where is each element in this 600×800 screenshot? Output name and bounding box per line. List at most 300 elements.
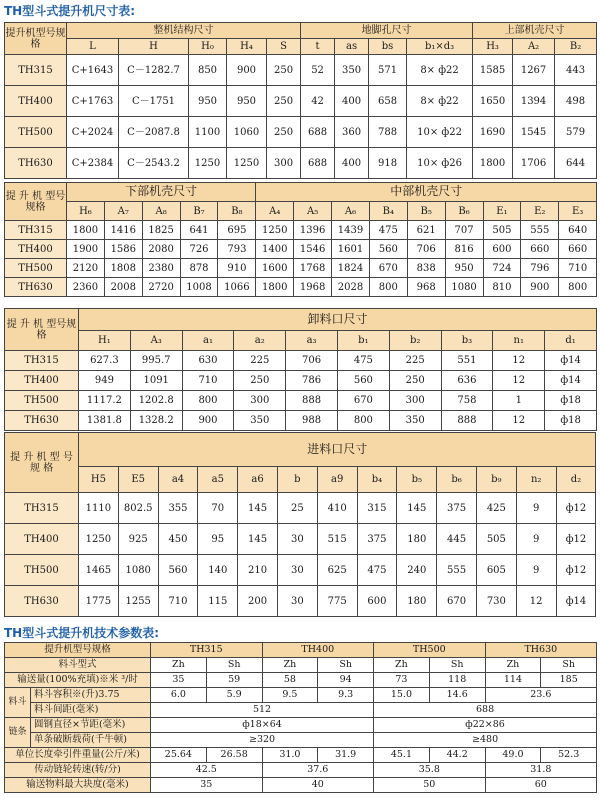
technical-parameters-title: TH型斗式提升机技术参数表: [4, 626, 160, 640]
table-cell: 8× ф22 [407, 86, 473, 117]
table-cell: ф12 [556, 493, 596, 524]
table-cell: 600 [483, 240, 521, 259]
lump-size-value: 60 [485, 778, 597, 793]
group-anchor-holes: 地脚孔尺寸 [301, 23, 473, 39]
table-row [5, 86, 597, 117]
table-cell: 2080 [142, 240, 180, 259]
table-cell: ф14 [545, 351, 597, 371]
weight-value: 25.64 [151, 748, 207, 763]
model-header: 提升机型号规格 [5, 23, 67, 55]
table-cell: 1546 [294, 240, 332, 259]
table-cell: 300 [267, 148, 301, 179]
table-cell: 505 [476, 524, 516, 555]
column-header: E₁ [483, 202, 521, 221]
table-cell: 555 [521, 221, 559, 240]
table-cell: 145 [238, 524, 278, 555]
table-cell: 878 [180, 259, 218, 278]
table-cell: 375 [357, 524, 397, 555]
row-model: TH630 [5, 411, 79, 431]
column-header: H₄ [227, 39, 267, 55]
table-cell: 2120 [67, 259, 105, 278]
column-header: b₃ [441, 331, 493, 351]
weight-value: 44.2 [429, 748, 485, 763]
table-cell: 900 [521, 278, 559, 297]
column-header: b₄ [357, 467, 397, 493]
table-cell: 30 [277, 586, 317, 617]
table-cell: 816 [445, 240, 483, 259]
table-cell: 710 [158, 586, 198, 617]
table-cell: 793 [218, 240, 256, 259]
table-cell: 850 [189, 55, 227, 86]
table-cell: 758 [441, 391, 493, 411]
table-cell: 225 [389, 351, 441, 371]
table-cell: 30 [277, 555, 317, 586]
table-cell: 670 [369, 259, 407, 278]
column-header: S [267, 39, 301, 55]
model-header: 提升机型号规格 [5, 643, 151, 658]
column-header: n₁ [493, 331, 545, 351]
chain-load-value: ≥320 [151, 733, 374, 748]
hopper-type: Zh [151, 658, 207, 673]
table-cell: 1110 [79, 493, 119, 524]
weight-label: 单位长度牵引件重量(公斤/米) [5, 748, 151, 763]
table-cell: 145 [397, 493, 437, 524]
table-cell: 949 [79, 371, 131, 391]
table-cell: C+1763 [67, 86, 119, 117]
table-cell: 300 [389, 391, 441, 411]
table-cell: 12 [493, 351, 545, 371]
column-header: b₂ [389, 331, 441, 351]
table-row [5, 411, 597, 431]
row-model: TH500 [5, 391, 79, 411]
table-cell: 1900 [67, 240, 105, 259]
hopper-type: Sh [429, 658, 485, 673]
table-cell: 52 [301, 55, 335, 86]
table-row [5, 221, 597, 240]
column-header: A₆ [332, 202, 370, 221]
table-cell: 145 [238, 493, 278, 524]
table-cell: 995.7 [130, 351, 182, 371]
table-row [5, 493, 596, 524]
table-cell: 9 [516, 493, 556, 524]
table-cell: 1768 [294, 259, 332, 278]
group-feed-port: 进料口尺寸 [79, 433, 596, 467]
table-cell: 1250 [79, 524, 119, 555]
table-cell: ф18 [545, 391, 597, 411]
table-cell: 1545 [513, 117, 555, 148]
table-cell: 800 [559, 278, 597, 297]
table-cell: 560 [369, 240, 407, 259]
column-header: A₈ [142, 202, 180, 221]
table-cell: 900 [182, 411, 234, 431]
table-cell: 1585 [473, 55, 513, 86]
table-row [5, 586, 596, 617]
chain-load-label: 单条破断载荷(千牛顿) [31, 733, 151, 748]
lump-size-label: 输送物料最大块度(毫米) [5, 778, 151, 793]
row-model: TH630 [5, 278, 67, 297]
table-cell: 1690 [473, 117, 513, 148]
capacity-value: 73 [374, 673, 430, 688]
column-header: a4 [158, 467, 198, 493]
table-cell: 670 [337, 391, 389, 411]
table-cell: 660 [521, 240, 559, 259]
table-cell: 1800 [67, 221, 105, 240]
table-cell: 225 [234, 351, 286, 371]
table-cell: 400 [335, 148, 369, 179]
table-cell: 644 [555, 148, 597, 179]
column-header: H₁ [79, 331, 131, 351]
table-cell: 630 [182, 351, 234, 371]
table-cell: 498 [555, 86, 597, 117]
lump-size-value: 35 [151, 778, 263, 793]
table-cell: 726 [180, 240, 218, 259]
table-cell: 425 [476, 493, 516, 524]
table-cell: C+1643 [67, 55, 119, 86]
group-lower-casing: 下部机壳尺寸 [67, 183, 256, 202]
row-model: TH500 [5, 259, 67, 278]
column-header: bs [369, 39, 407, 55]
table-cell: 250 [389, 371, 441, 391]
table-cell: 475 [337, 351, 389, 371]
table-cell: 1968 [294, 278, 332, 297]
table-cell: 670 [437, 586, 477, 617]
table-cell: 571 [369, 55, 407, 86]
column-header: B₅ [407, 202, 445, 221]
column-header: a₂ [234, 331, 286, 351]
table-cell: 625 [317, 555, 357, 586]
capacity-value: 118 [429, 673, 485, 688]
row-model: TH315 [5, 221, 67, 240]
lump-size-value: 40 [262, 778, 374, 793]
column-header: d₂ [556, 467, 596, 493]
row-model: TH315 [5, 351, 79, 371]
group-discharge-port: 卸料口尺寸 [79, 309, 597, 331]
table-cell: 888 [441, 411, 493, 431]
table-cell: 1394 [513, 86, 555, 117]
speed-value: 31.8 [485, 763, 597, 778]
table-cell: 475 [357, 555, 397, 586]
table-cell: 802.5 [118, 493, 158, 524]
row-model: TH630 [5, 586, 79, 617]
column-header: A₃ [130, 331, 182, 351]
column-header: a₁ [182, 331, 234, 351]
table-cell: 250 [234, 371, 286, 391]
column-header: a5 [198, 467, 238, 493]
table-cell: 10× ф26 [407, 148, 473, 179]
table-cell: 706 [407, 240, 445, 259]
column-header: H [119, 39, 189, 55]
column-header: A₅ [294, 202, 332, 221]
table-row [5, 391, 597, 411]
dimension-table-title: TH型斗式提升机尺寸表: [4, 4, 136, 18]
table-cell: 350 [335, 55, 369, 86]
table-cell: 2008 [104, 278, 142, 297]
weight-value: 52.3 [541, 748, 597, 763]
table-cell: 1416 [104, 221, 142, 240]
table-cell: 707 [445, 221, 483, 240]
table-cell: 400 [335, 86, 369, 117]
model-th400: TH400 [262, 643, 374, 658]
column-header: b [277, 467, 317, 493]
hopper-type: Zh [374, 658, 430, 673]
table-cell: 560 [158, 555, 198, 586]
table-cell: 800 [369, 278, 407, 297]
table-row [5, 240, 597, 259]
table-cell: 1080 [445, 278, 483, 297]
table-cell: C+2384 [67, 148, 119, 179]
table-cell: 140 [198, 555, 238, 586]
table-cell: 250 [267, 55, 301, 86]
table-cell: 1381.8 [79, 411, 131, 431]
table-cell: 1 [493, 391, 545, 411]
weight-value: 31.0 [262, 748, 318, 763]
table-cell: 180 [397, 524, 437, 555]
table-cell: 8× ф22 [407, 55, 473, 86]
capacity-label: 输送量(100%充填)※米 ³/时 [5, 673, 151, 688]
overall-dimensions-table [4, 22, 597, 179]
speed-value: 37.6 [262, 763, 374, 778]
table-cell: 9 [516, 555, 556, 586]
chain-diameter-value: ф18×64 [151, 718, 374, 733]
table-row [5, 351, 597, 371]
row-model: TH400 [5, 240, 67, 259]
volume-value: 14.6 [429, 688, 485, 703]
column-header: B₄ [369, 202, 407, 221]
column-header: d₁ [545, 331, 597, 351]
table-cell: 1808 [104, 259, 142, 278]
table-cell: 950 [445, 259, 483, 278]
table-cell: 250 [267, 117, 301, 148]
discharge-port-table [4, 308, 597, 431]
table-cell: 710 [182, 371, 234, 391]
speed-label: 传动链轮转速(转/分) [5, 763, 151, 778]
hopper-type: Zh [262, 658, 318, 673]
table-cell: 641 [180, 221, 218, 240]
table-cell: 605 [476, 555, 516, 586]
table-cell: 730 [476, 586, 516, 617]
column-header: b₅ [397, 467, 437, 493]
table-cell: 579 [555, 117, 597, 148]
column-header: B₆ [445, 202, 483, 221]
spacing-value: 688 [374, 703, 597, 718]
column-header: a9 [317, 467, 357, 493]
column-header: b₉ [476, 467, 516, 493]
table-cell: 640 [559, 221, 597, 240]
table-cell: 1775 [79, 586, 119, 617]
table-cell: 12 [516, 586, 556, 617]
table-cell: 210 [238, 555, 278, 586]
table-cell: 950 [227, 86, 267, 117]
column-header: H₃ [473, 39, 513, 55]
table-cell: 70 [198, 493, 238, 524]
chain-diameter-value: ф22×86 [374, 718, 597, 733]
table-cell: C－1282.7 [119, 55, 189, 86]
model-header: 提 升 机 型 号 规 格 [5, 433, 79, 493]
table-cell: 1117.2 [79, 391, 131, 411]
table-cell: 775 [317, 586, 357, 617]
table-cell: 688 [301, 148, 335, 179]
table-cell: 838 [407, 259, 445, 278]
table-cell: 300 [234, 391, 286, 411]
column-header: B₇ [180, 202, 218, 221]
table-cell: 505 [483, 221, 521, 240]
chain-diameter-label: 圆钢直径×节距(毫米) [31, 718, 151, 733]
table-cell: 788 [369, 117, 407, 148]
table-cell: 706 [286, 351, 338, 371]
speed-value: 42.5 [151, 763, 263, 778]
table-cell: 115 [198, 586, 238, 617]
table-cell: 410 [317, 493, 357, 524]
table-cell: 695 [218, 221, 256, 240]
column-header: H₀ [189, 39, 227, 55]
table-cell: 2028 [332, 278, 370, 297]
technical-parameters-table [4, 642, 597, 793]
table-cell: 1400 [256, 240, 294, 259]
table-cell: 240 [397, 555, 437, 586]
volume-value: 6.0 [151, 688, 207, 703]
table-cell: 1824 [332, 259, 370, 278]
table-cell: 250 [267, 86, 301, 117]
table-cell: 445 [437, 524, 477, 555]
table-cell: 350 [389, 411, 441, 431]
volume-value: 15.0 [374, 688, 430, 703]
table-cell: 910 [218, 259, 256, 278]
table-cell: 2380 [142, 259, 180, 278]
table-row [5, 371, 597, 391]
column-header: E₂ [521, 202, 559, 221]
table-cell: 1060 [227, 117, 267, 148]
table-cell: 800 [337, 411, 389, 431]
weight-value: 31.9 [318, 748, 374, 763]
hopper-type-label: 料斗型式 [5, 658, 151, 673]
table-cell: ф12 [556, 524, 596, 555]
table-cell: 1202.8 [130, 391, 182, 411]
table-cell: 1250 [189, 148, 227, 179]
table-row [5, 259, 597, 278]
table-cell: 30 [277, 524, 317, 555]
table-cell: 1008 [180, 278, 218, 297]
volume-value: 9.5 [262, 688, 318, 703]
chain-load-value: ≥480 [374, 733, 597, 748]
column-header: a₃ [286, 331, 338, 351]
table-cell: 1465 [79, 555, 119, 586]
table-cell: 95 [198, 524, 238, 555]
table-cell: 9 [516, 524, 556, 555]
table-cell: 10× ф22 [407, 117, 473, 148]
table-cell: 1066 [218, 278, 256, 297]
row-model: TH400 [5, 86, 67, 117]
table-cell: 688 [301, 117, 335, 148]
table-cell: 42 [301, 86, 335, 117]
table-cell: 1250 [227, 148, 267, 179]
table-cell: 443 [555, 55, 597, 86]
table-cell: 200 [238, 586, 278, 617]
table-cell: 636 [441, 371, 493, 391]
capacity-value: 58 [262, 673, 318, 688]
column-header: t [301, 39, 335, 55]
table-cell: C－2087.8 [119, 117, 189, 148]
group-middle-casing: 中部机壳尺寸 [256, 183, 597, 202]
table-cell: 355 [158, 493, 198, 524]
table-cell: 450 [158, 524, 198, 555]
table-cell: ф18 [545, 411, 597, 431]
model-header: 提 升 机 型号规格 [5, 183, 67, 221]
table-cell: 1255 [118, 586, 158, 617]
table-cell: 710 [559, 259, 597, 278]
column-header: L [67, 39, 119, 55]
column-header: B₈ [218, 202, 256, 221]
table-cell: 627.3 [79, 351, 131, 371]
group-overall-structure: 整机结构尺寸 [67, 23, 301, 39]
feed-port-table [4, 432, 596, 617]
table-row [5, 117, 597, 148]
table-cell: 551 [441, 351, 493, 371]
table-row [5, 524, 596, 555]
column-header: H5 [79, 467, 119, 493]
table-cell: 555 [437, 555, 477, 586]
capacity-value: 35 [151, 673, 207, 688]
capacity-value: 185 [541, 673, 597, 688]
table-cell: 180 [397, 586, 437, 617]
table-cell: 1396 [294, 221, 332, 240]
capacity-value: 59 [206, 673, 262, 688]
table-cell: 968 [407, 278, 445, 297]
table-cell: 918 [369, 148, 407, 179]
table-cell: 375 [437, 493, 477, 524]
table-cell: 1825 [142, 221, 180, 240]
row-model: TH315 [5, 493, 79, 524]
column-header: b₆ [437, 467, 477, 493]
table-row [5, 148, 597, 179]
column-header: b₁×d₃ [407, 39, 473, 55]
table-cell: 786 [286, 371, 338, 391]
column-header: n₂ [516, 467, 556, 493]
row-model: TH400 [5, 371, 79, 391]
table-cell: 12 [493, 411, 545, 431]
table-cell: 1091 [130, 371, 182, 391]
table-cell: ф14 [545, 371, 597, 391]
table-cell: ф14 [556, 586, 596, 617]
table-cell: 2360 [67, 278, 105, 297]
table-cell: 810 [483, 278, 521, 297]
table-cell: 1800 [256, 278, 294, 297]
table-cell: 1600 [256, 259, 294, 278]
table-cell: 621 [407, 221, 445, 240]
chain-group-label: 链条 [5, 718, 31, 748]
table-cell: 1650 [473, 86, 513, 117]
group-upper-casing: 上部机壳尺寸 [473, 23, 597, 39]
column-header: E₃ [559, 202, 597, 221]
row-model: TH500 [5, 555, 79, 586]
table-cell: 475 [369, 221, 407, 240]
column-header: H₆ [67, 202, 105, 221]
casing-dimensions-table [4, 182, 597, 297]
table-row [5, 555, 596, 586]
table-row [5, 55, 597, 86]
table-cell: 1080 [118, 555, 158, 586]
lump-size-value: 50 [374, 778, 486, 793]
hopper-group-label: 料斗 [5, 688, 31, 718]
table-cell: 2720 [142, 278, 180, 297]
table-cell: 1328.2 [130, 411, 182, 431]
table-cell: 1800 [473, 148, 513, 179]
table-cell: 660 [559, 240, 597, 259]
table-cell: 350 [234, 411, 286, 431]
table-cell: 888 [286, 391, 338, 411]
table-cell: 796 [521, 259, 559, 278]
table-cell: 25 [277, 493, 317, 524]
row-model: TH630 [5, 148, 67, 179]
